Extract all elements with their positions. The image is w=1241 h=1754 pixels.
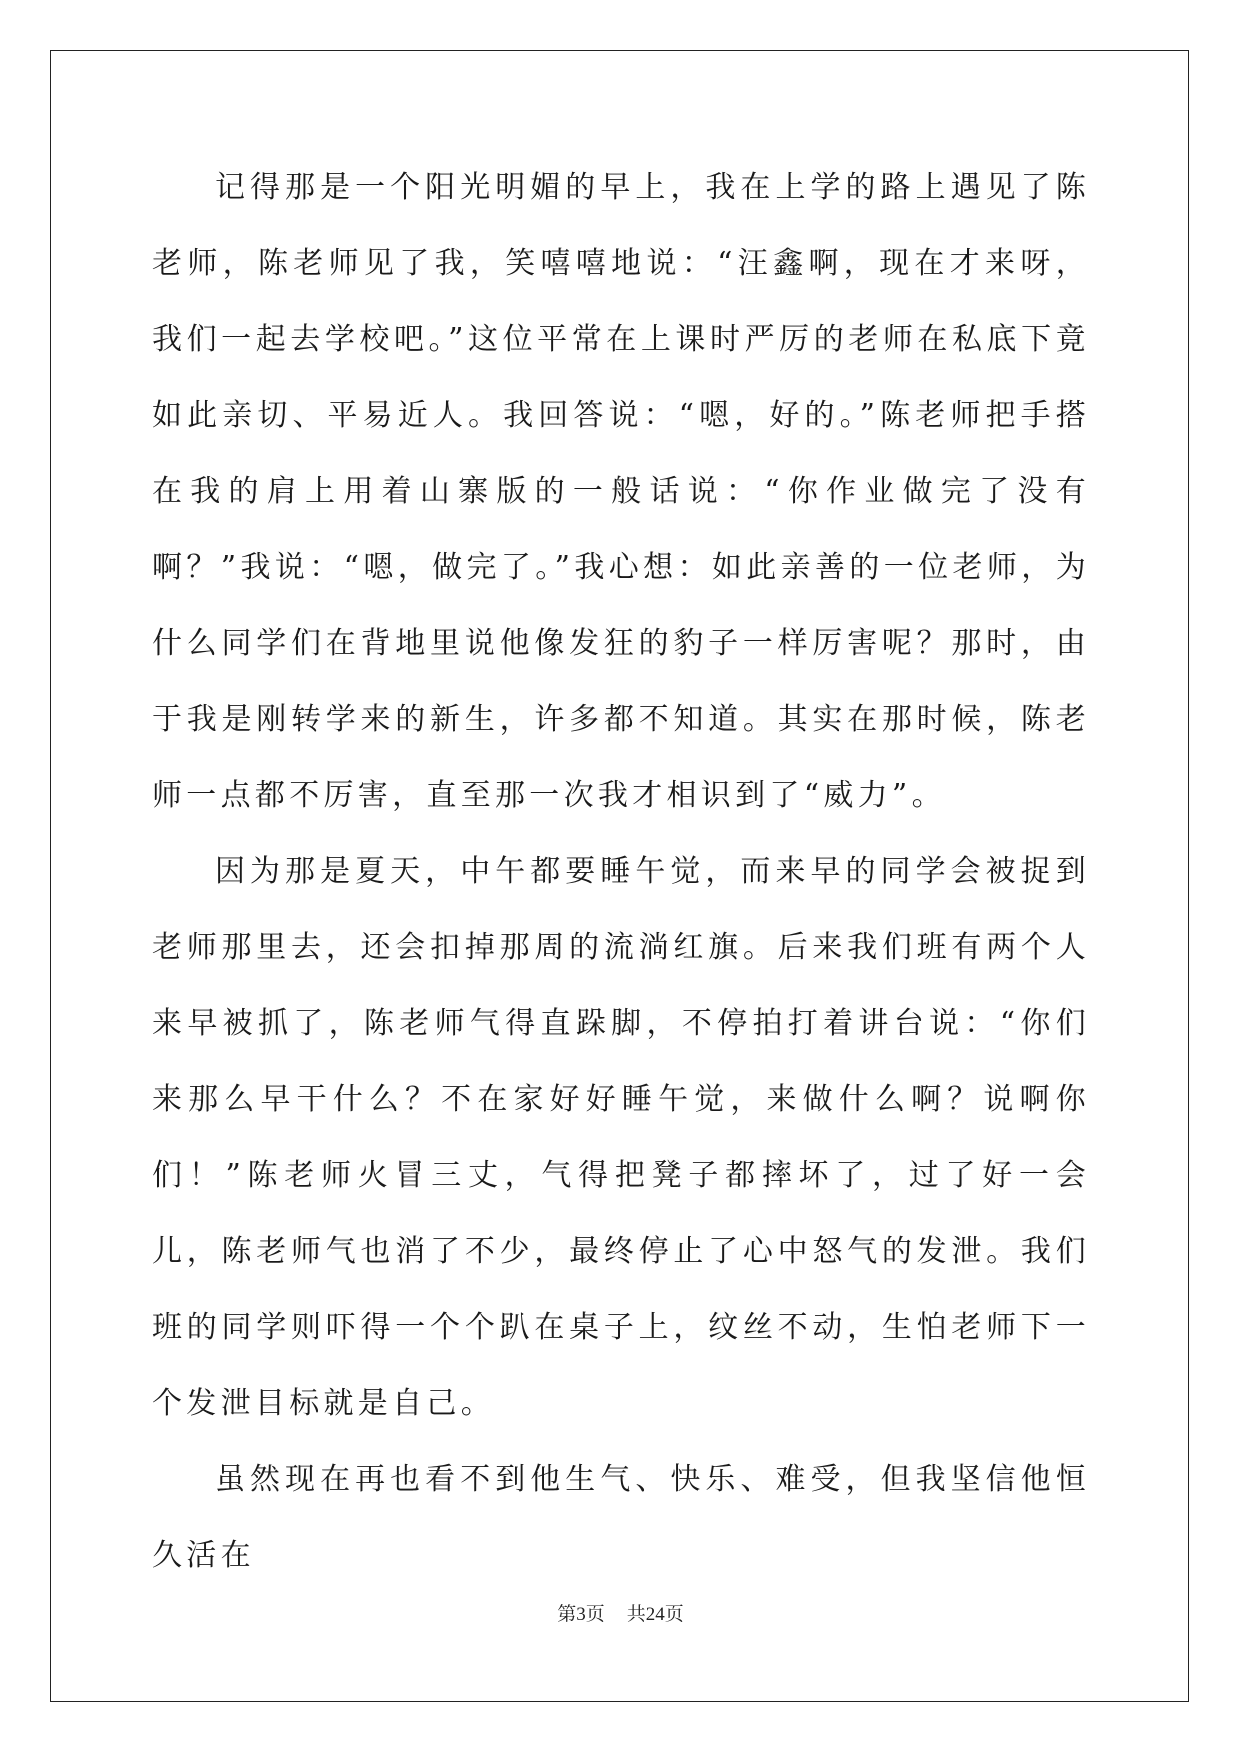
page-number: 第3页 — [557, 1604, 605, 1625]
page-total: 共24页 — [626, 1604, 684, 1625]
document-body — [152, 150, 1090, 1594]
paragraph-1: 记得那是一个阳光明媚的早上，我在上学的路上遇见了陈老师，陈老师见了我，笑嘻嘻地说：“汪鑫啊，现在才来呀，我们一起去学校吧。”这位平常在上课时严厉的老师在私底下竟如此亲切、平易近人。我回答说：“嗯，好的。”陈老师把手搭在我的肩上用着山寨版的一般话说：“你作业做完了没有啊？”我说：“嗯，做完了。”我心想：如此亲善的一位老师，为什么同学们在背地里说他像发狂的豹子一样厉害呢？那时，由于我是刚转学来的新生，许多都不知道。其实在那时候，陈老师一点都不厉害，直至那一次我才相识到了“威力”。 — [152, 170, 1090, 813]
paragraph-2: 因为那是夏天，中午都要睡午觉，而来早的同学会被捉到老师那里去，还会扣掉那周的流淌红旗。后来我们班有两个人来早被抓了，陈老师气得直跺脚，不停拍打着讲台说：“你们来那么早干什么？不在家好好睡午觉，来做什么啊？说啊你们！”陈老师火冒三丈，气得把凳子都摔坏了，过了好一会儿，陈老师气也消了不少，最终停止了心中怒气的发泄。我们班的同学则吓得一个个趴在桌子上，纹丝不动，生怕老师下一个发泄目标就是自己。 — [152, 854, 1090, 1421]
paragraph-3: 虽然现在再也看不到他生气、快乐、难受，但我坚信他恒久活在 — [152, 1462, 1090, 1573]
page-footer — [0, 1599, 1241, 1626]
